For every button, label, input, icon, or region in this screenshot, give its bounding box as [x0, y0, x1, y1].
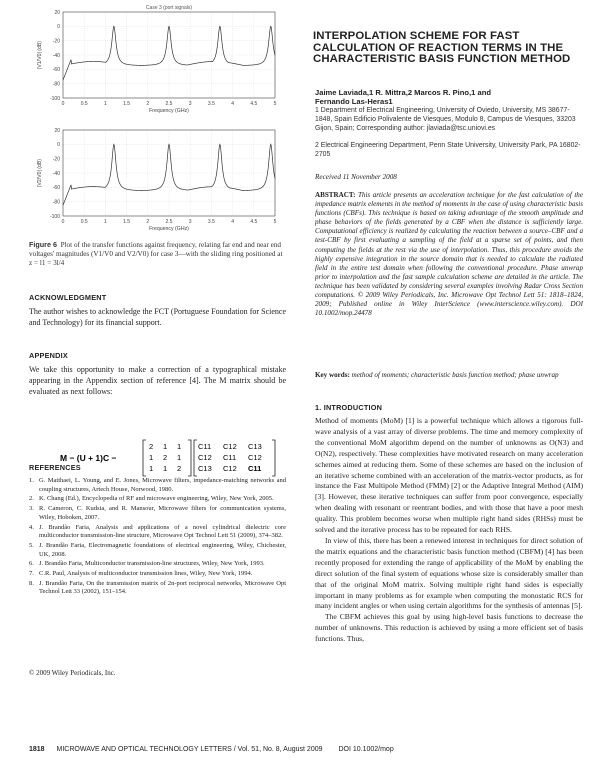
reference-text: J. Brandão Faria, Analysis and applications of a novel cylindrical dielectric core multiconductor transmission-line structure, Microwave Opt Technol Lett 51 (2009), 374–382. — [39, 523, 286, 540]
reference-number: 7. — [29, 570, 34, 578]
appendix-heading: APPENDIX — [29, 351, 68, 360]
matrix-cell: C12 — [248, 453, 262, 462]
chart-title: Case 3 (port signals) — [145, 5, 193, 11]
x-tick-label: 4 — [231, 219, 234, 225]
chart-v2-v0 — [29, 120, 286, 238]
x-tick-label: 0.5 — [80, 101, 88, 107]
y-tick-label: 20 — [54, 127, 60, 134]
reference-text: J. Brandão Faria, Electromagnetic foundations of electrical engineering, Wiley, Chichester, UK, 2008. — [39, 541, 286, 558]
y-axis-label: |V1/V0| (dB) — [37, 40, 43, 70]
y-tick-label: -60 — [52, 67, 60, 74]
intro-paragraph-3: The CBFM achieves this goal by using high-level basis functions to decrease the number of unknowns. This reduction is achieved by using a more efficient set of basis functions. Thus, — [315, 612, 583, 644]
x-tick-label: 3 — [188, 219, 192, 225]
chart-v1-v0 — [29, 2, 286, 120]
article-title: INTERPOLATION SCHEME FOR FAST CALCULATION OF REACTION TERMS IN THE CHARACTERISTIC BASIS FUNCTION METHOD — [313, 30, 571, 65]
reference-number: 6. — [29, 560, 34, 568]
references-list — [29, 477, 286, 598]
affiliation-2: 2 Electrical Engineering Department, Penn State University, University Park, PA 16802-2705 — [315, 142, 581, 158]
matrix-cell: C11 — [223, 453, 237, 462]
x-tick-label: 2.5 — [165, 101, 173, 107]
acknowledgment-heading: ACKNOWLEDGMENT — [29, 293, 107, 302]
x-tick-label: 3.5 — [207, 101, 215, 107]
reference-item — [29, 524, 286, 541]
matrix-cell: C12 — [198, 453, 212, 462]
matrix-svg — [60, 436, 280, 480]
reference-number: 3. — [29, 505, 34, 513]
matrix-cell: C11 — [198, 442, 212, 451]
article-authors: Jaime Laviada,1 R. Mittra,2 Marcos R. Pino,1 and Fernando Las-Heras1 — [315, 88, 491, 107]
y-tick-label: -20 — [52, 156, 60, 163]
matrix-cell: C13 — [198, 464, 212, 473]
matrix-cell: C13 — [248, 442, 262, 451]
intro-paragraph-1: Method of moments (MoM) [1] is a powerful technique which allows a rigorous full-wave analysis of a vast array of diverse problems. The time and memory complexity of the conventional MoM algorithm depend on the number of unknowns as O(N3) and O(N2), respectively. These complexities have motivated research on many acceleration schemes aimed at reducing them. Some of these schemes are based on the inclusion of an iterative scheme combined with an acceleration of the matrix-vector products, as for instance the Fast Multipole Method (FMM) [2] or the Adaptive Integral Method (AIM) [3]. However, these iterative techniques can suffer from poor convergence, especially when dealing with resonant or reentrant bodies, and with those that have a poor mesh quality. This problem becomes worse when multiple right hand sides (RHSs) must be solved and the iterative process has to be repeated for each RHS. — [315, 416, 583, 535]
keywords — [315, 371, 583, 380]
received-date: Received 11 November 2008 — [315, 173, 397, 181]
reference-item — [29, 542, 286, 559]
references-heading: REFERENCES — [29, 463, 81, 472]
reference-text: K. Chang (Ed.), Encyclopedia of RF and microwave engineering, Wiley, New York, 2005. — [39, 495, 274, 503]
introduction-heading: 1. INTRODUCTION — [315, 403, 383, 412]
x-tick-label: 4 — [231, 101, 234, 107]
x-tick-label: 3.5 — [207, 219, 215, 225]
y-tick-label: -100 — [49, 95, 60, 102]
y-tick-label: -80 — [52, 81, 60, 88]
reference-text: J. Brandão Faria, On the transmission matrix of 2n-port reciprocal networks, Microwave Opt Technol Lett 33 (2002), 151–154. — [39, 579, 286, 596]
affiliation-1: 1 Department of Electrical Engineering, University of Oviedo, University, MS 38677-1848, Spain Edificio Polivalente de Viesques, Modulo 8, Campus de Viesques, 33203 Gijon, Spain; Corresponding author: jlaviada@tsc.uniovi.es — [315, 107, 576, 132]
abstract — [315, 191, 583, 318]
matrix-cell: 2 — [177, 464, 182, 473]
x-tick-label: 5 — [273, 219, 277, 225]
matrix-cell: 1 — [149, 464, 154, 473]
x-tick-label: 2 — [146, 219, 150, 225]
matrix-cell: C12 — [223, 442, 237, 451]
reference-item — [29, 560, 286, 569]
page-footer — [29, 746, 589, 753]
x-axis-label: Frequency (GHz) — [149, 108, 189, 114]
intro-paragraph-2: In view of this, there has been a renewed interest in techniques for direct solution of the matrix equations and the characteristic basis function method (CBFM) [4] has been recently proposed for extending the range of applicability of the MoM by enabling the direct solution of the final system of equations whose size is considerably smaller than that of the original MoM matrix. Solving multiple right hand sides is especially important in many problems as for example when computing the monostatic RCS for many incident angles or when using certain algorithms for the synthesis of antennas [5]. — [315, 535, 583, 611]
matrix-cell: 1 — [163, 464, 168, 473]
x-tick-label: 4.5 — [250, 101, 258, 107]
reference-item — [29, 580, 286, 597]
abstract-text: This article presents an acceleration technique for the fast calculation of the impedance matrix elements in the method of moments in the case of using characteristic basis functions (CBFs). This technique is based on taking advantage of the smooth amplitude and phase behaviors of the fields generated by a CBF when the distance is sufficiently large. Computational efficiency is realized by calculating the reaction between a source–CBF and a test-CBF by first evaluating a sampling of the field at a sparse set of points, and then computing the fields at the rest via the use of interpolation. Thus, this procedure avoids the highly expensive integration in the source domain that is needed to calculate the radiated field in the entire test domain when following the conventional procedure. Phase unwrap prior to interpolation and the fast sample calculation scheme are detailed in the article. The technique has been validated by considering several examples involving Radar Cross Section computations. © 2009 Wiley Periodicals, Inc. Microwave Opt Technol Lett 51: 1818–1824, 2009; Published online in Wiley InterScience (www.interscience.wiley.com). DOI 10.1002/mop.24478 — [315, 191, 583, 318]
copyright-notice: © 2009 Wiley Periodicals, Inc. — [29, 669, 116, 677]
matrix-lhs: M − (U + 1)C − — [60, 453, 117, 463]
matrix-equation — [60, 436, 280, 482]
reference-text: G. Matthaei, L. Young, and E. Jones, Microwave filters, impedance-matching networks and coupling structures, Artech House, Norwood, 1980. — [39, 477, 286, 493]
footer-doi: DOI 10.1002/mop — [338, 746, 394, 753]
keywords-label: Key words: — [315, 371, 350, 379]
figure-caption-label: Figure 6 — [29, 240, 57, 249]
reference-number: 5. — [29, 541, 34, 549]
y-tick-label: -80 — [52, 199, 60, 206]
matrix-cell: 1 — [149, 453, 154, 462]
x-axis-label: Frequency (GHz) — [149, 226, 189, 232]
reference-number: 2. — [29, 495, 34, 503]
y-axis-label: |V2/V0| (dB) — [37, 158, 43, 188]
reference-text: J. Brandão Faria, Multiconductor transmission-line structures, Wiley, New York, 1993. — [39, 560, 265, 568]
reference-number: 4. — [29, 523, 34, 531]
reference-item — [29, 505, 286, 522]
reference-text: R. Cameron, C. Kudsia, and R. Mansour, Microwave filters for communication systems, Wiley, Hoboken, 2007. — [39, 505, 286, 521]
x-tick-label: 0 — [61, 101, 65, 107]
matrix-c — [198, 442, 262, 473]
x-tick-label: 1 — [104, 219, 107, 225]
x-tick-label: 2.5 — [165, 219, 173, 225]
matrix-cell: C11 — [248, 464, 262, 473]
matrix-a — [149, 442, 181, 473]
x-tick-label: 4.5 — [250, 219, 258, 225]
reference-number: 1. — [29, 477, 34, 484]
x-tick-label: 2 — [146, 101, 150, 107]
reference-item — [29, 570, 286, 579]
acknowledgment-text: The author wishes to acknowledge the FCT (Portuguese Foundation for Science and Technology) for its financial support. — [29, 307, 286, 327]
x-tick-label: 0 — [61, 219, 65, 225]
matrix-cell: 1 — [163, 442, 168, 451]
appendix-text: We take this opportunity to make a correction of a typographical mistake appearing in the Appendix section of reference [4]. The M matrix should be evaluated as next follows: — [29, 365, 286, 396]
x-tick-label: 1 — [104, 101, 107, 107]
journal-name: MICROWAVE AND OPTICAL TECHNOLOGY LETTERS / Vol. 51, No. 8, August 2009 — [56, 746, 323, 753]
y-tick-label: -60 — [52, 185, 60, 192]
page-number: 1818 — [29, 746, 45, 753]
matrix-cell: 2 — [163, 453, 168, 462]
figure-6-bottom-chart — [29, 120, 286, 243]
x-tick-label: 0.5 — [80, 219, 88, 225]
y-tick-label: 20 — [54, 9, 60, 16]
figure-6-top-chart — [29, 2, 286, 125]
figure-caption — [29, 240, 286, 268]
x-tick-label: 1.5 — [123, 101, 131, 107]
introduction-body — [315, 416, 583, 645]
abstract-label: ABSTRACT: — [315, 191, 356, 199]
y-tick-label: 0 — [57, 142, 60, 149]
matrix-cell: 1 — [177, 453, 182, 462]
matrix-cell: C12 — [223, 464, 237, 473]
y-tick-label: -100 — [49, 213, 60, 220]
figure-caption-text: Plot of the transfer functions against frequency, relating far end and near end voltages' magnitudes (V1/V0 and V2/V0) for case 3—with the sliding ring positioned at z = l1 = 3l/4 — [29, 241, 283, 267]
y-tick-label: 0 — [57, 24, 60, 31]
reference-number: 8. — [29, 579, 34, 587]
y-tick-label: -40 — [52, 170, 60, 177]
y-tick-label: -40 — [52, 52, 60, 59]
y-tick-label: -20 — [52, 38, 60, 45]
x-tick-label: 5 — [273, 101, 277, 107]
reference-text: C.R. Paul, Analysis of multiconductor transmission lines, Wiley, New York, 1994. — [39, 570, 253, 578]
x-tick-label: 3 — [188, 101, 192, 107]
matrix-cell: 2 — [149, 442, 154, 451]
reference-item — [29, 495, 286, 504]
keywords-text: method of moments; characteristic basis function method; phase unwrap — [351, 371, 559, 379]
matrix-cell: 1 — [177, 442, 182, 451]
x-tick-label: 1.5 — [123, 219, 131, 225]
